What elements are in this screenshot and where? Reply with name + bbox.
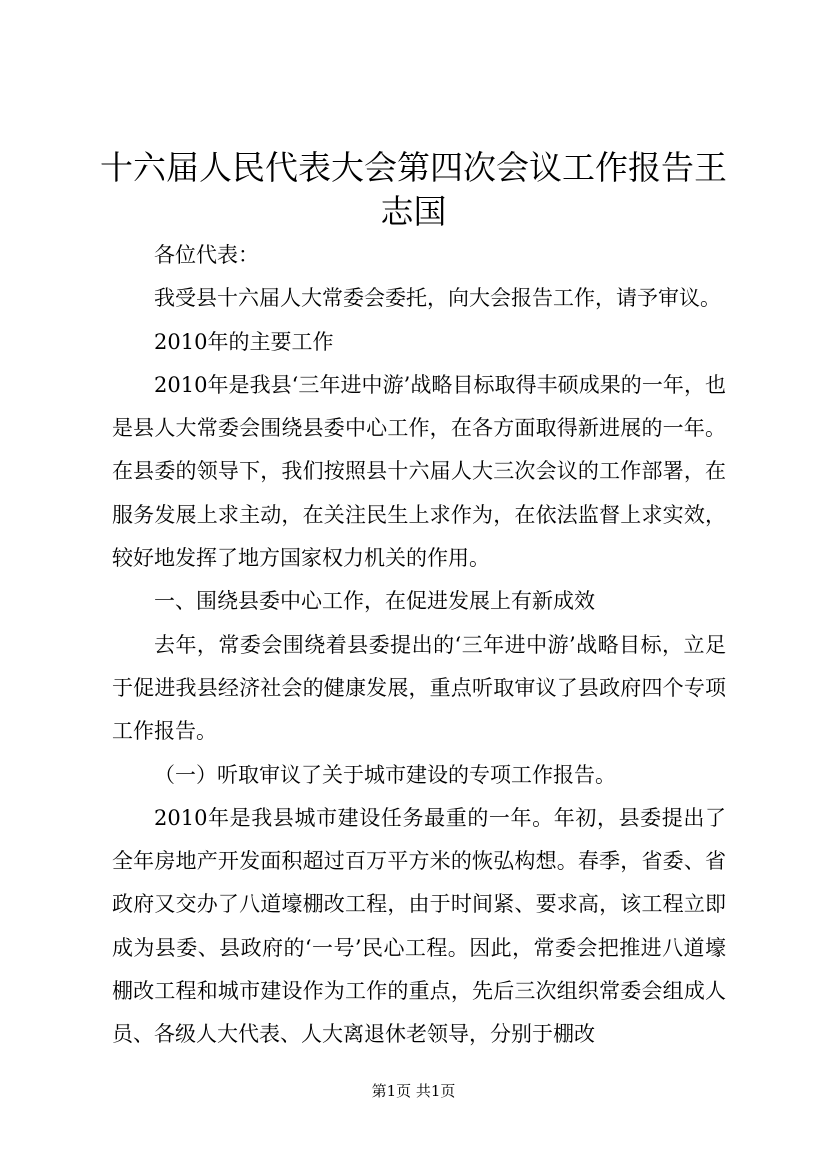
page-footer: 第1页 共1页 [371, 1082, 456, 1100]
paragraph-overview: 2010年是我县‘三年进中游’战略目标取得丰硕成果的一年，也是县人大常委会围绕县委中心工作，在各方面取得新进展的一年。在县委的领导下，我们按照县十六届人大三次会议的工作部署，在服务发展上求主动，在关注民生上求作为，在依法监督上求实效，较好地发挥了地方国家权力机关的作用。 [112, 372, 726, 571]
section-heading-main-work: 2010年的主要工作 [154, 329, 334, 354]
paragraph-reports: 去年，常委会围绕着县委提出的‘三年进中游’战略目标，立足于促进我县经济社会的健康发展，重点听取审议了县政府四个专项工作报告。 [112, 632, 726, 744]
paragraph-salutation: 各位代表： [154, 243, 259, 267]
paragraph-intro: 我受县十六届人大常委会委托，向大会报告工作，请予审议。 [154, 286, 721, 311]
document-title: 十六届人民代表大会第四次会议工作报告王志国 [100, 148, 727, 231]
document-body [112, 234, 726, 1057]
section-heading-one: 一、围绕县委中心工作，在促进发展上有新成效 [154, 589, 595, 614]
paragraph-urban-construction: 2010年是我县城市建设任务最重的一年。年初，县委提出了全年房地产开发面积超过百万平方米的恢弘构想。春季，省委、省政府又交办了八道壕棚改工程，由于时间紧、要求高，该工程立即成为县委、县政府的‘一号’民心工程。因此，常委会把推进八道壕棚改工程和城市建设作为工作的重点，先后三次组织常委会组成人员、各级人大代表、人大离退休老领导，分别于棚改 [112, 805, 726, 1047]
subsection-heading-one: （一）听取审议了关于城市建设的专项工作报告。 [154, 762, 616, 787]
